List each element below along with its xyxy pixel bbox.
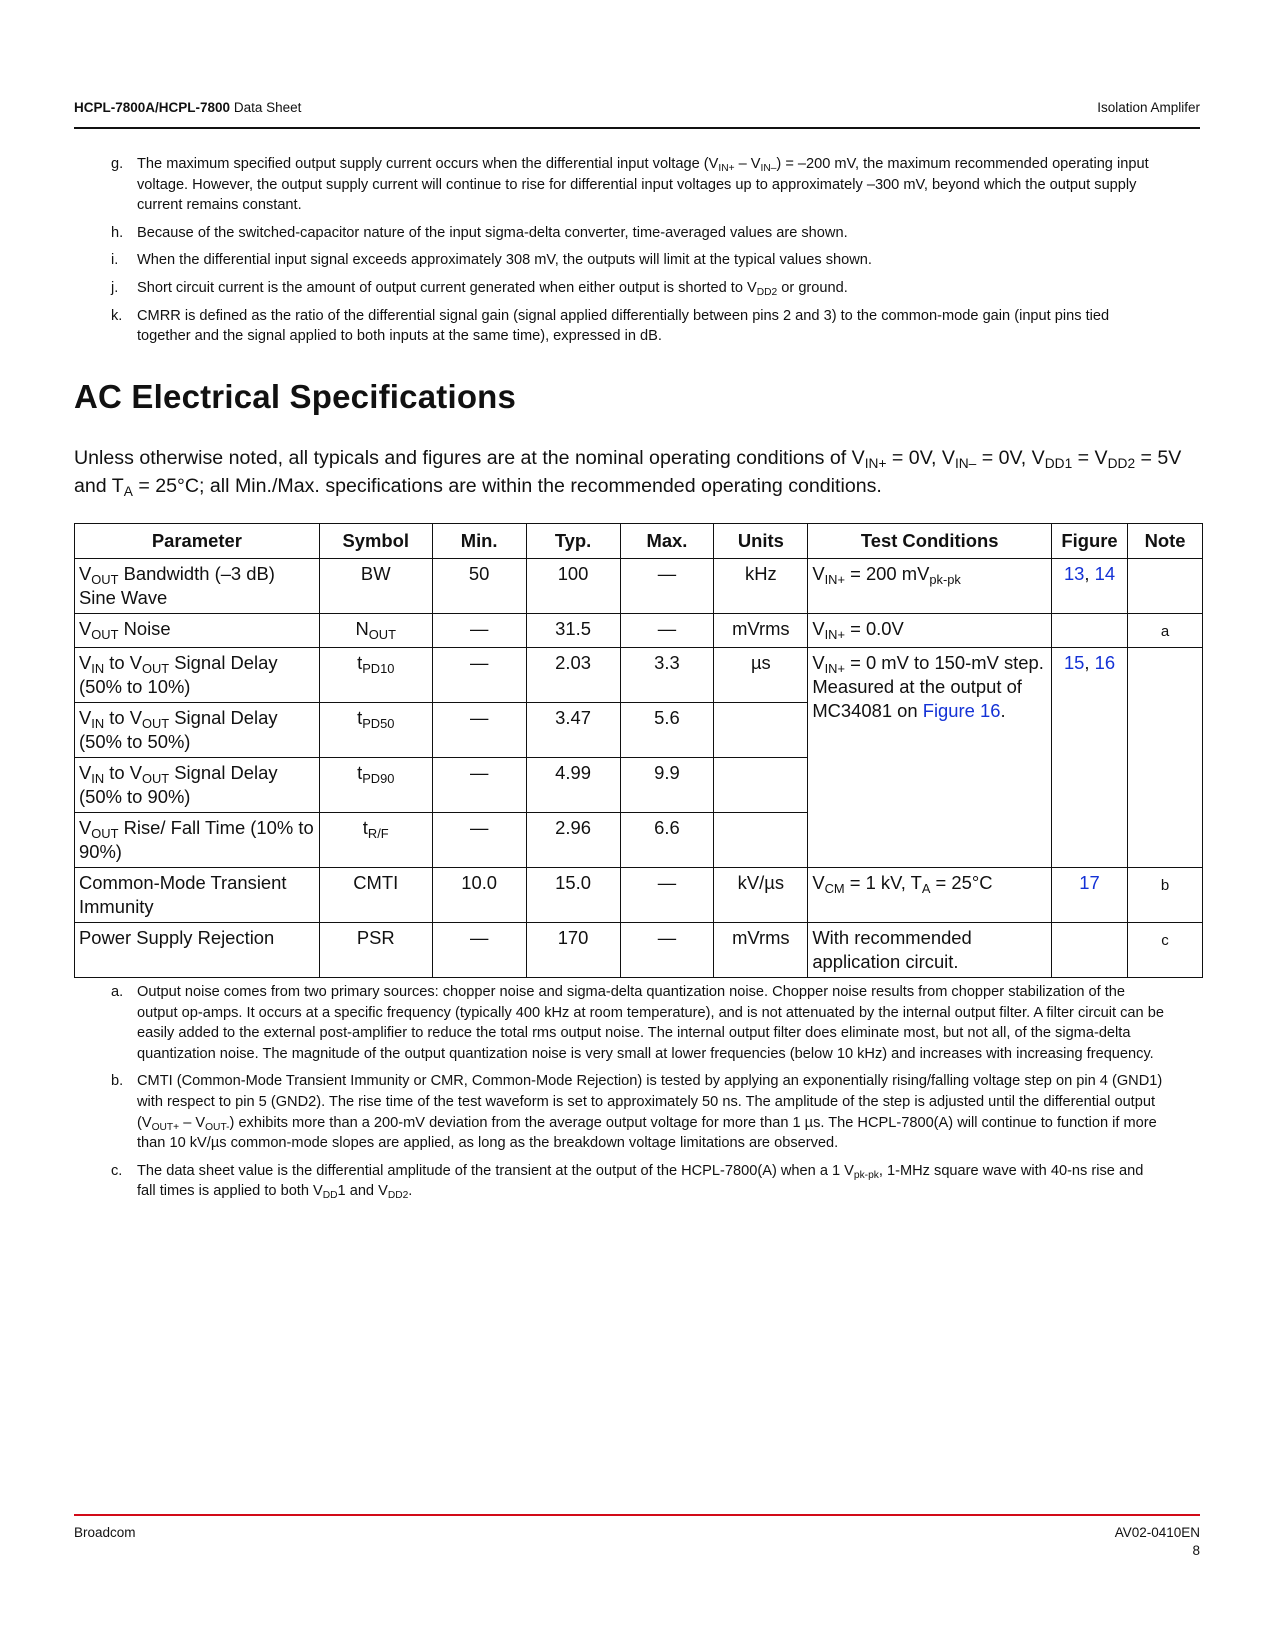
- text-run: Signal Delay (50% to 90%): [79, 762, 278, 807]
- text-run: Noise: [118, 618, 171, 639]
- footnote-item: [74, 982, 1164, 1064]
- figure-link[interactable]: 13: [1063, 563, 1085, 584]
- table-row: [75, 648, 1203, 703]
- cell-units: mVrms: [714, 614, 808, 648]
- footer-company: Broadcom: [74, 1525, 136, 1540]
- text-run: CMTI: [353, 872, 399, 893]
- cell-max: 9.9: [620, 758, 714, 813]
- header-doc-type: Data Sheet: [233, 100, 302, 115]
- subscript: IN+: [824, 571, 845, 587]
- text-run: = 0V, V: [976, 447, 1045, 469]
- cell-min: —: [432, 923, 526, 978]
- table-row: [75, 868, 1203, 923]
- table-body: [75, 559, 1203, 978]
- subscript: DD: [322, 1190, 338, 1202]
- text-run: V: [79, 563, 92, 584]
- text-run: Signal Delay (50% to 10%): [79, 652, 278, 697]
- text-run: to V: [104, 707, 142, 728]
- text-run: to V: [104, 652, 142, 673]
- subscript: DD1: [1044, 456, 1073, 472]
- cell-min: —: [432, 648, 526, 703]
- cell-note: c: [1128, 923, 1203, 978]
- cell-typ: 2.03: [526, 648, 620, 703]
- text-run: or ground.: [777, 279, 848, 296]
- cell-units: kV/µs: [714, 868, 808, 923]
- subscript: OUT: [141, 770, 170, 786]
- text-run: PSR: [356, 927, 395, 948]
- text-run: V: [79, 707, 92, 728]
- column-header: Min.: [432, 524, 526, 559]
- footnote-item: [74, 1161, 1164, 1202]
- subscript: IN+: [824, 660, 845, 676]
- cell-parameter: [75, 703, 320, 758]
- cell-figure: [1052, 559, 1128, 614]
- notes-list-dc: [74, 154, 1164, 354]
- footnote-item: [74, 154, 1164, 216]
- subscript: OUT: [91, 825, 119, 841]
- separator: ,: [1084, 652, 1095, 673]
- footnote-item: [74, 1071, 1164, 1153]
- cell-min: 10.0: [432, 868, 526, 923]
- subscript: PD90: [362, 770, 395, 786]
- subscript: A: [921, 880, 931, 896]
- cell-symbol: [319, 614, 432, 648]
- cell-min: 50: [432, 559, 526, 614]
- table-header-row: [75, 524, 1203, 559]
- footnote-marker: i.: [111, 252, 119, 269]
- cell-test-conditions: [808, 868, 1052, 923]
- cell-test-conditions: [808, 648, 1052, 868]
- figure-link[interactable]: 16: [1094, 652, 1116, 673]
- cell-test-conditions: [808, 559, 1052, 614]
- subscript: DD2: [1107, 456, 1136, 472]
- text-run: BW: [360, 563, 391, 584]
- figure-link[interactable]: 17: [1079, 872, 1100, 893]
- text-run: With recommended application circuit.: [812, 927, 972, 972]
- text-run: .: [408, 1183, 413, 1200]
- subscript: OUT+: [151, 1121, 180, 1133]
- cell-note: a: [1128, 614, 1203, 648]
- subscript: OUT: [368, 626, 396, 642]
- text-run: = 0V, V: [886, 447, 955, 469]
- text-run: The maximum specified output supply current occurs when the differential input voltage (V: [137, 156, 719, 172]
- cell-max: —: [620, 868, 714, 923]
- intro-paragraph: [74, 444, 1202, 500]
- subscript: A: [123, 484, 133, 500]
- cell-units: mVrms: [714, 923, 808, 978]
- figure-link[interactable]: 14: [1094, 563, 1116, 584]
- footnote-item: [74, 250, 1164, 271]
- cell-max: 6.6: [620, 813, 714, 868]
- cell-typ: 100: [526, 559, 620, 614]
- text-run: N: [355, 618, 369, 639]
- text-run: When the differential input signal exceeds approximately 308 mV, the outputs will limit at the typical values shown.: [137, 252, 872, 269]
- subscript: OUT: [91, 626, 119, 642]
- cell-parameter: [75, 923, 320, 978]
- cell-parameter: [75, 648, 320, 703]
- text-run: = 200 mV: [845, 563, 930, 584]
- cell-max: 3.3: [620, 648, 714, 703]
- cell-units: [714, 703, 808, 758]
- subscript: OUT: [141, 660, 170, 676]
- cell-units: [714, 758, 808, 813]
- text-run: = 25°C: [930, 872, 993, 893]
- text-run: V: [79, 652, 92, 673]
- cell-units: µs: [714, 648, 808, 703]
- text-run: V: [79, 618, 92, 639]
- footnote-marker: a.: [111, 984, 124, 1000]
- footnote-marker: k.: [111, 307, 123, 324]
- ac-spec-table: [74, 523, 1203, 978]
- column-header: Max.: [620, 524, 714, 559]
- cell-note: [1128, 648, 1203, 868]
- column-header: Parameter: [75, 524, 320, 559]
- figure-link[interactable]: 15: [1063, 652, 1085, 673]
- figure-link[interactable]: Figure 16: [922, 700, 1001, 721]
- cell-typ: 2.96: [526, 813, 620, 868]
- footnote-marker: c.: [111, 1162, 123, 1179]
- footnote-marker: b.: [111, 1073, 124, 1090]
- text-run: 1 and V: [337, 1183, 388, 1200]
- cell-parameter: [75, 758, 320, 813]
- text-run: CMRR is defined as the ratio of the differential signal gain (signal applied differentially between pins 2 and 3) to the common-mode gain (input pins tied together and the signal applied to both inputs at the same time), expressed in dB.: [137, 307, 1110, 345]
- cell-max: —: [620, 923, 714, 978]
- text-run: Power Supply Rejection: [79, 927, 275, 948]
- footer-right: [1115, 1524, 1200, 1560]
- text-run: V: [812, 563, 825, 584]
- section-title: AC Electrical Specifications: [74, 378, 517, 415]
- header-rule: [74, 127, 1200, 129]
- text-run: ) exhibits more than a 200-mV deviation from the average output voltage for more than 1 µs. The HCPL-7800(A) will continue to function if more than 10 kV/µs common-mode slopes are applied, as long as the breakdown voltage limitations are observed.: [137, 1114, 1157, 1152]
- text-run: t: [362, 817, 368, 838]
- subscript: IN+: [718, 163, 735, 175]
- column-header: Typ.: [526, 524, 620, 559]
- footnote-item: [74, 223, 1164, 244]
- cell-symbol: [319, 813, 432, 868]
- cell-symbol: [319, 868, 432, 923]
- subscript: CM: [824, 880, 845, 896]
- cell-figure: [1052, 923, 1128, 978]
- footnote-marker: g.: [111, 156, 124, 172]
- footer-rule: [74, 1514, 1200, 1516]
- subscript: R/F: [367, 825, 389, 841]
- cell-typ: 4.99: [526, 758, 620, 813]
- cell-note: b: [1128, 868, 1203, 923]
- subscript: IN+: [864, 456, 887, 472]
- column-header: Test Conditions: [808, 524, 1052, 559]
- cell-typ: 31.5: [526, 614, 620, 648]
- text-run: Signal Delay (50% to 50%): [79, 707, 278, 752]
- subscript: IN–: [954, 456, 977, 472]
- text-run: t: [357, 762, 363, 783]
- subscript: pk-pk: [853, 1169, 879, 1181]
- text-run: to V: [104, 762, 142, 783]
- table-row: [75, 923, 1203, 978]
- text-run: .: [1000, 700, 1006, 721]
- header-left: [74, 100, 301, 115]
- cell-symbol: [319, 648, 432, 703]
- cell-max: —: [620, 614, 714, 648]
- text-run: = 25°C; all Min./Max. specifications are within the recommended operating conditions.: [132, 475, 882, 497]
- subscript: PD50: [362, 715, 395, 731]
- cell-note: [1128, 559, 1203, 614]
- cell-max: —: [620, 559, 714, 614]
- footnote-item: [74, 278, 1164, 299]
- subscript: IN+: [824, 626, 845, 642]
- footer-doc-id: AV02-0410EN: [1114, 1525, 1200, 1540]
- text-run: , 1-MHz square wave with 40-ns rise and fall times is applied to both V: [137, 1162, 1144, 1200]
- notes-list-ac: [74, 982, 1164, 1209]
- cell-parameter: [75, 868, 320, 923]
- subscript: IN: [91, 715, 105, 731]
- footnote-item: [74, 306, 1164, 347]
- text-run: = V: [1072, 447, 1108, 469]
- text-run: Output noise comes from two primary sources: chopper noise and sigma-delta quantization noise. Chopper noise results from chopper stabilization of the output op-amps. It occurs at a specific frequency (typically 400 kHz at room temperature), and is not attenuated by the internal output filter. A filter circuit can be easily added to the external post-amplifier to reduce the total rms output noise. The internal output filter does eliminate most, but not all, of the sigma-delta quantization noise. The magnitude of the output quantization noise is very small at lower frequencies (below 10 kHz) and increases with increasing frequency.: [137, 984, 1164, 1062]
- cell-figure: [1052, 868, 1128, 923]
- text-run: V: [812, 618, 825, 639]
- table-row: [75, 559, 1203, 614]
- cell-parameter: [75, 614, 320, 648]
- cell-symbol: [319, 758, 432, 813]
- subscript: IN–: [760, 163, 777, 175]
- cell-min: —: [432, 758, 526, 813]
- cell-symbol: [319, 703, 432, 758]
- header-right: Isolation Amplifer: [1097, 100, 1200, 115]
- cell-parameter: [75, 813, 320, 868]
- subscript: pk-pk: [929, 571, 961, 587]
- subscript: OUT: [141, 715, 170, 731]
- cell-symbol: [319, 559, 432, 614]
- cell-min: —: [432, 703, 526, 758]
- column-header: Figure: [1052, 524, 1128, 559]
- cell-figure: [1052, 648, 1128, 868]
- text-run: V: [79, 817, 92, 838]
- text-run: V: [812, 652, 825, 673]
- text-run: t: [357, 652, 363, 673]
- subscript: DD2: [756, 287, 778, 299]
- subscript: IN: [91, 660, 105, 676]
- cell-parameter: [75, 559, 320, 614]
- text-run: The data sheet value is the differential amplitude of the transient at the output of the HCPL-7800(A) when a 1 V: [137, 1162, 854, 1179]
- cell-test-conditions: [808, 614, 1052, 648]
- text-run: = 1 kV, T: [844, 872, 922, 893]
- cell-typ: 3.47: [526, 703, 620, 758]
- cell-min: —: [432, 813, 526, 868]
- text-run: = 5V and T: [74, 447, 1182, 497]
- text-run: V: [812, 872, 825, 893]
- page-number: 8: [1192, 1543, 1200, 1558]
- text-run: Unless otherwise noted, all typicals and figures are at the nominal operating conditions of V: [74, 447, 865, 469]
- column-header: Units: [714, 524, 808, 559]
- text-run: Short circuit current is the amount of output current generated when either output is shorted to V: [137, 279, 757, 296]
- footnote-marker: j.: [111, 279, 119, 296]
- text-run: = 0 mV to 150-mV step. Measured at the output of MC34081 on: [812, 652, 1044, 721]
- text-run: – V: [179, 1114, 206, 1131]
- column-header: Note: [1128, 524, 1203, 559]
- text-run: Common-Mode Transient Immunity: [79, 872, 287, 917]
- cell-units: [714, 813, 808, 868]
- cell-typ: 170: [526, 923, 620, 978]
- text-run: V: [79, 762, 92, 783]
- footnote-marker: h.: [111, 224, 124, 241]
- cell-test-conditions: [808, 923, 1052, 978]
- text-run: Bandwidth (–3 dB) Sine Wave: [79, 563, 275, 608]
- column-header: Symbol: [319, 524, 432, 559]
- subscript: PD10: [362, 660, 395, 676]
- cell-symbol: [319, 923, 432, 978]
- subscript: IN: [91, 770, 105, 786]
- text-run: CMTI (Common-Mode Transient Immunity or CMR, Common-Mode Rejection) is tested by applying an exponentially rising/falling voltage step on pin 4 (GND1) with respect to pin 5 (GND2). The rise time of the test waveform is set to approximately 50 ns. The amplitude of the step is adjusted until the differential output (V: [137, 1073, 1163, 1131]
- text-run: Because of the switched-capacitor nature of the input sigma-delta converter, time-averaged values are shown.: [137, 224, 848, 241]
- cell-max: 5.6: [620, 703, 714, 758]
- subscript: OUT-: [205, 1121, 230, 1133]
- table-row: [75, 614, 1203, 648]
- text-run: t: [357, 707, 363, 728]
- cell-figure: [1052, 614, 1128, 648]
- separator: ,: [1084, 563, 1095, 584]
- cell-typ: 15.0: [526, 868, 620, 923]
- subscript: DD2: [387, 1190, 409, 1202]
- cell-units: kHz: [714, 559, 808, 614]
- header-part-number: HCPL-7800A/HCPL-7800: [74, 100, 231, 115]
- text-run: = 0.0V: [845, 618, 904, 639]
- subscript: OUT: [91, 571, 119, 587]
- text-run: Rise/ Fall Time (10% to 90%): [79, 817, 314, 862]
- text-run: ) = –200 mV, the maximum recommended operating input voltage. However, the output supply current will continue to rise for differential input voltages up to approximately –300 mV, beyond which the output supply current remains constant.: [137, 156, 1149, 214]
- text-run: – V: [734, 156, 761, 172]
- cell-min: —: [432, 614, 526, 648]
